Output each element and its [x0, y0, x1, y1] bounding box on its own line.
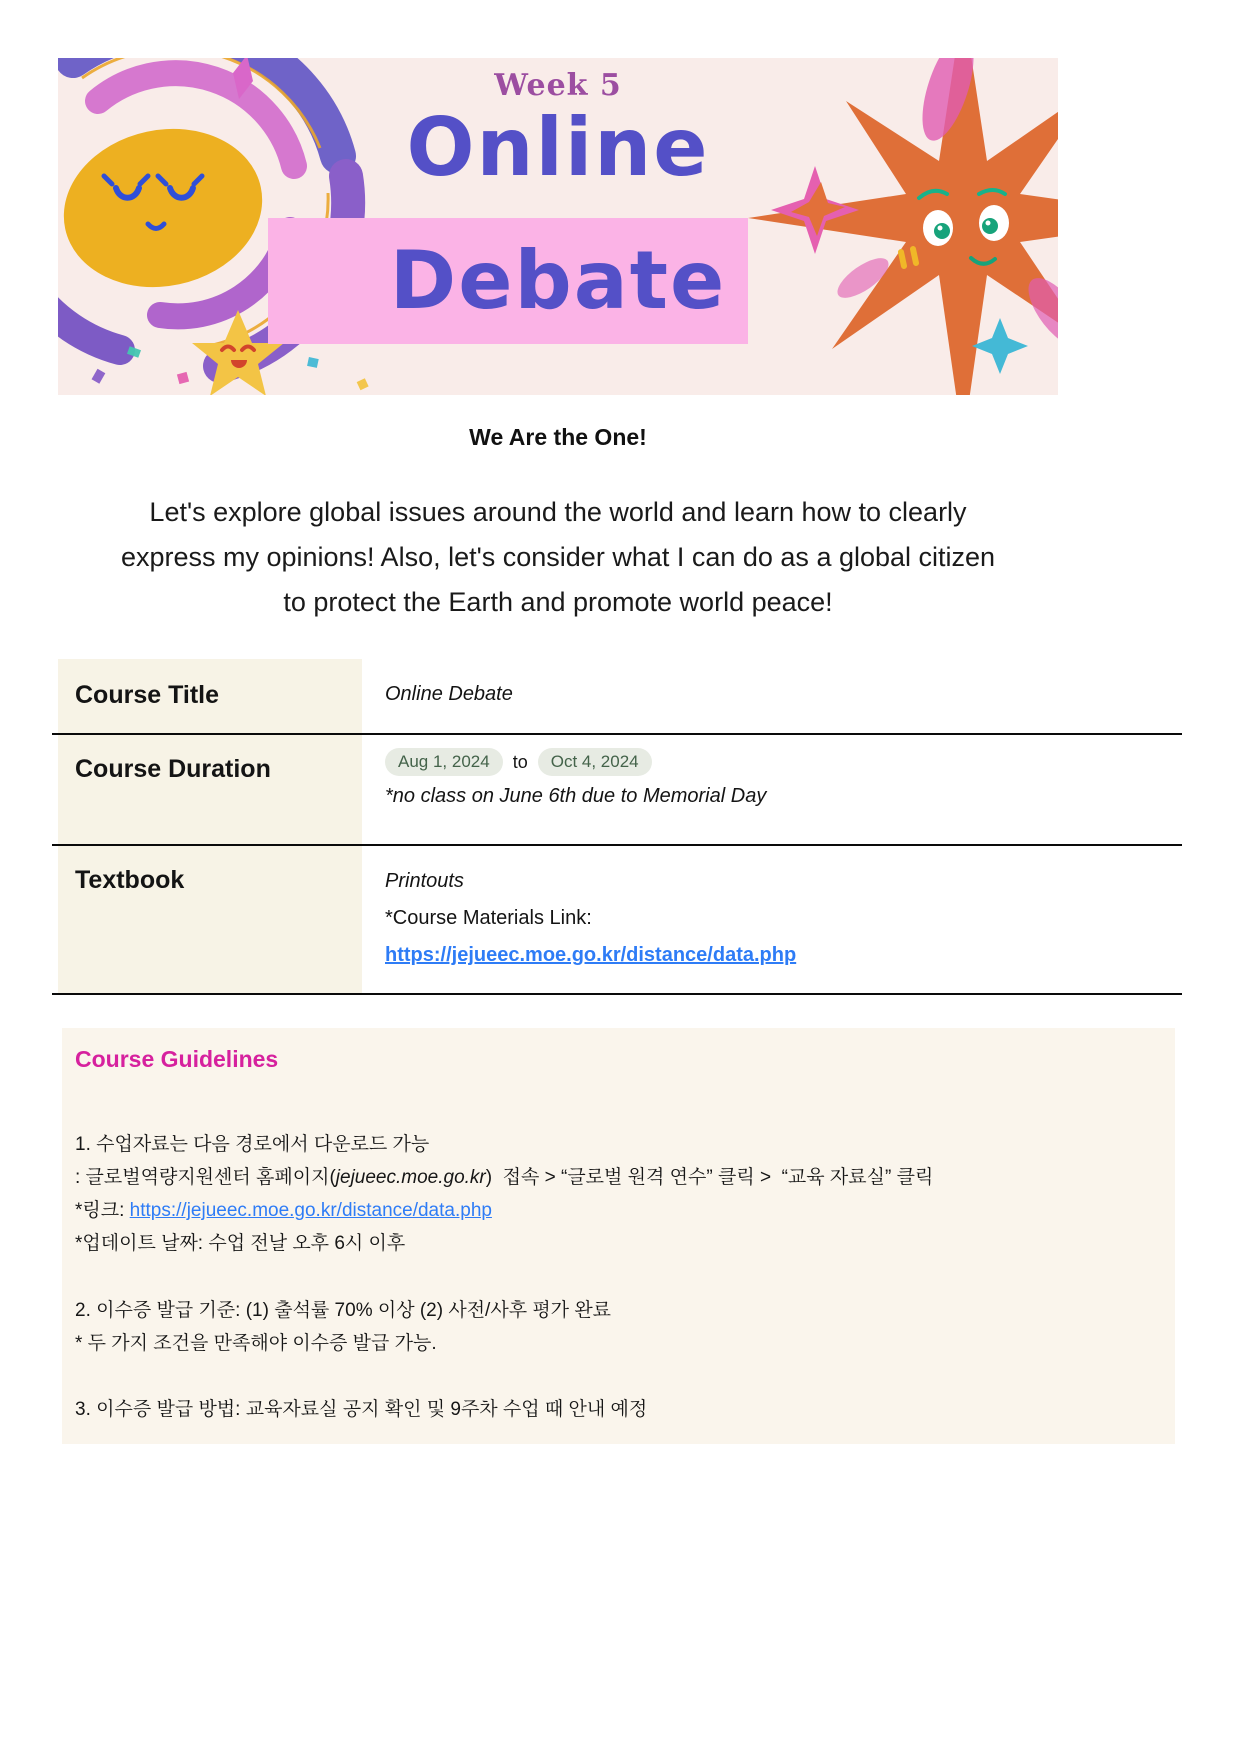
course-materials-link[interactable]: https://jejueec.moe.go.kr/distance/data.php — [385, 944, 797, 966]
course-title-label: Course Title — [75, 681, 220, 709]
guideline-item-2 — [75, 1294, 1145, 1360]
guideline-2-line-2: * 두 가지 조건을 만족해야 이수증 발급 가능. — [75, 1333, 437, 1354]
guideline-1-line-4: *업데이트 날짜: 수업 전날 오후 6시 이후 — [75, 1233, 406, 1254]
banner-week-label: Week 5 — [494, 68, 622, 103]
course-guidelines-section — [62, 1028, 1175, 1444]
materials-link-label: *Course Materials Link: — [385, 907, 592, 929]
table-row-textbook — [52, 846, 1182, 995]
guideline-item-1 — [75, 1128, 1145, 1260]
intro-line-2: express my opinions! Also, let's consider what I can do as a global citizen — [120, 542, 996, 572]
start-date-badge: Aug 1, 2024 — [385, 748, 503, 776]
banner-title-debate: Debate — [389, 234, 727, 327]
course-duration-label: Course Duration — [75, 755, 271, 783]
date-connector: to — [512, 751, 528, 772]
intro-paragraph — [20, 490, 1096, 625]
guideline-1-line-1: 1. 수업자료는 다음 경로에서 다운로드 가능 — [75, 1134, 430, 1155]
homepage-domain: jejueec.moe.go.kr — [335, 1167, 486, 1188]
guidelines-materials-link[interactable]: https://jejueec.moe.go.kr/distance/data.php — [129, 1200, 492, 1221]
guideline-1-line-2: : 글로벌역량지원센터 홈페이지(jejueec.moe.go.kr) 접속 > “글로벌 원격 연수” 클릭 > “교육 자료실” 클릭 — [75, 1167, 934, 1188]
course-title-value: Online Debate — [385, 683, 513, 705]
table-row-course-duration — [52, 735, 1182, 846]
course-info-table — [52, 659, 1182, 995]
duration-note: *no class on June 6th due to Memorial Day — [385, 785, 767, 807]
guideline-3-line-1: 3. 이수증 발급 방법: 교육자료실 공지 확인 및 9주차 수업 때 안내 예정 — [75, 1399, 648, 1420]
table-row-course-title — [52, 659, 1182, 735]
banner-title-online: Online — [406, 101, 710, 194]
textbook-value: Printouts — [385, 870, 464, 892]
guidelines-title: Course Guidelines — [75, 1046, 279, 1072]
guideline-2-line-1: 2. 이수증 발급 기준: (1) 출석률 70% 이상 (2) 사전/사후 평가 완료 — [75, 1300, 612, 1321]
intro-line-3: to protect the Earth and promote world peace! — [283, 587, 833, 617]
textbook-label: Textbook — [75, 866, 185, 894]
guideline-1-line-3: *링크: https://jejueec.moe.go.kr/distance/data.php — [75, 1200, 492, 1221]
intro-line-1: Let's explore global issues around the world and learn how to clearly — [149, 497, 967, 527]
banner — [58, 58, 1058, 395]
label-column-background — [58, 735, 362, 844]
guideline-item-3 — [75, 1393, 1145, 1426]
end-date-badge: Oct 4, 2024 — [538, 748, 652, 776]
intro-heading: We Are the One! — [469, 424, 647, 450]
